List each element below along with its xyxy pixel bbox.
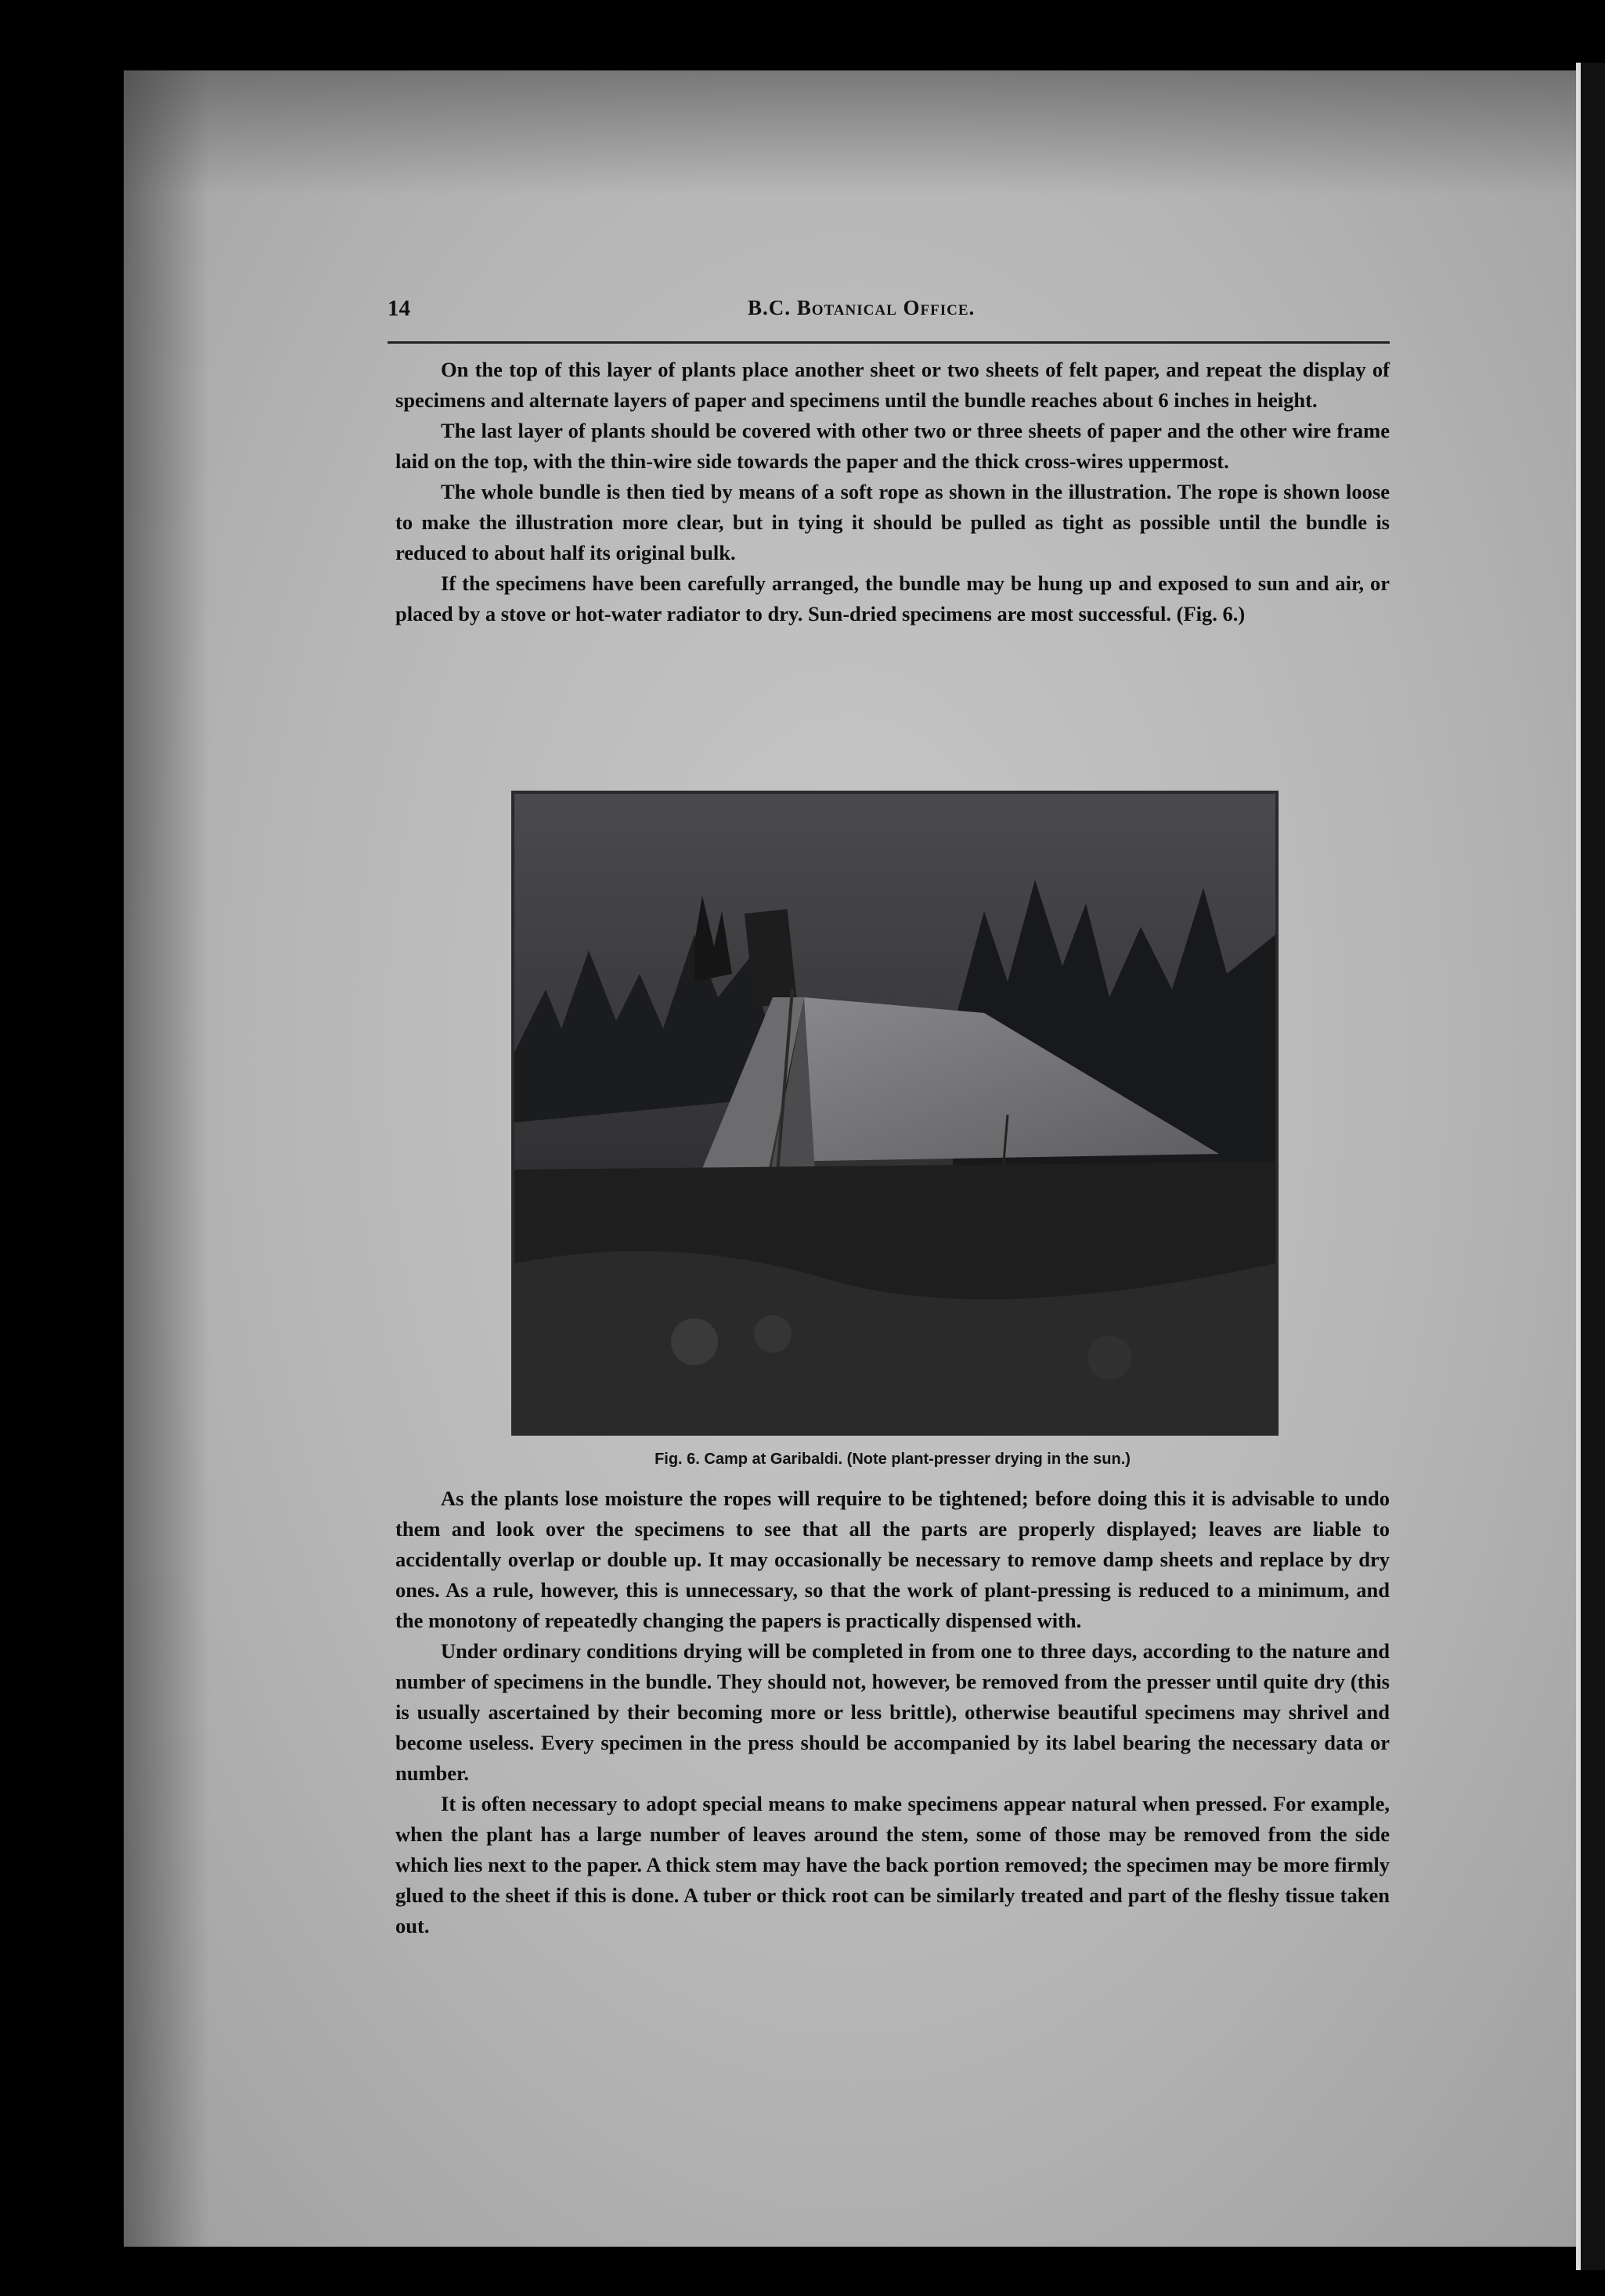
text-after-figure <box>395 1483 1390 1941</box>
paragraph: Under ordinary conditions drying will be completed in from one to three days, according to the nature and number of specimens in the bundle. They should not, however, be removed from the presser until quite dry (this is usually ascertained by their becoming more or less brittle), otherwise beautiful specimens may shrivel and become useless. Every specimen in the press should be accompanied by its label bearing the necessary data or number. <box>395 1639 1390 1785</box>
paragraph: On the top of this layer of plants place another sheet or two sheets of felt paper, and repeat the display of specimens and alternate layers of paper and specimens until the bundle reaches about 6 inches in height. <box>395 358 1390 412</box>
binding-edge <box>1576 63 1605 2270</box>
paragraph: As the plants lose moisture the ropes will require to be tightened; before doing this it is advisable to undo them and look over the specimens to see that all the parts are properly displayed; leaves are liable to accidentally overlap or double up. It may occasionally be necessary to remove damp sheets and replace by dry ones. As a rule, however, this is unnecessary, so that the work of plant-pressing is reduced to a minimum, and the monotony of repeatedly changing the papers is practically dispensed with. <box>395 1487 1390 1632</box>
page-top-shadow <box>124 70 1576 196</box>
paragraph: If the specimens have been carefully arranged, the bundle may be hung up and exposed to sun and air, or placed by a stove or hot-water radiator to dry. Sun-dried specimens are most successful. (Fig. 6.) <box>395 571 1390 625</box>
paragraph: It is often necessary to adopt special means to make specimens appear natural when pressed. For example, when the plant has a large number of leaves around the stem, some of those may be removed from the side which lies next to the paper. A thick stem may have the back portion removed; the specimen may be more firmly glued to the sheet if this is done. A tuber or thick root can be similarly treated and part of the fleshy tissue taken out. <box>395 1792 1390 1937</box>
camp-photograph <box>511 791 1279 1436</box>
page-edge-shadow <box>124 70 210 2247</box>
text-before-figure <box>395 355 1390 629</box>
paragraph: The last layer of plants should be covered with other two or three sheets of paper and the other wire frame laid on the top, with the thin-wire side towards the paper and the thick cross-wires uppermost. <box>395 419 1390 473</box>
figure-caption: Fig. 6. Camp at Garibaldi. (Note plant-presser drying in the sun.) <box>655 1451 1131 1468</box>
page-header <box>388 296 1390 335</box>
camp-photo-image <box>514 794 1275 1433</box>
paragraph: The whole bundle is then tied by means of a soft rope as shown in the illustration. The rope is shown loose to make the illustration more clear, but in tying it should be pulled as tight as possible until the bundle is reduced to about half its original bulk. <box>395 480 1390 564</box>
running-title: B.C. Botanical Office. <box>748 296 976 319</box>
header-rule <box>388 341 1390 344</box>
page-number: 14 <box>388 296 410 321</box>
